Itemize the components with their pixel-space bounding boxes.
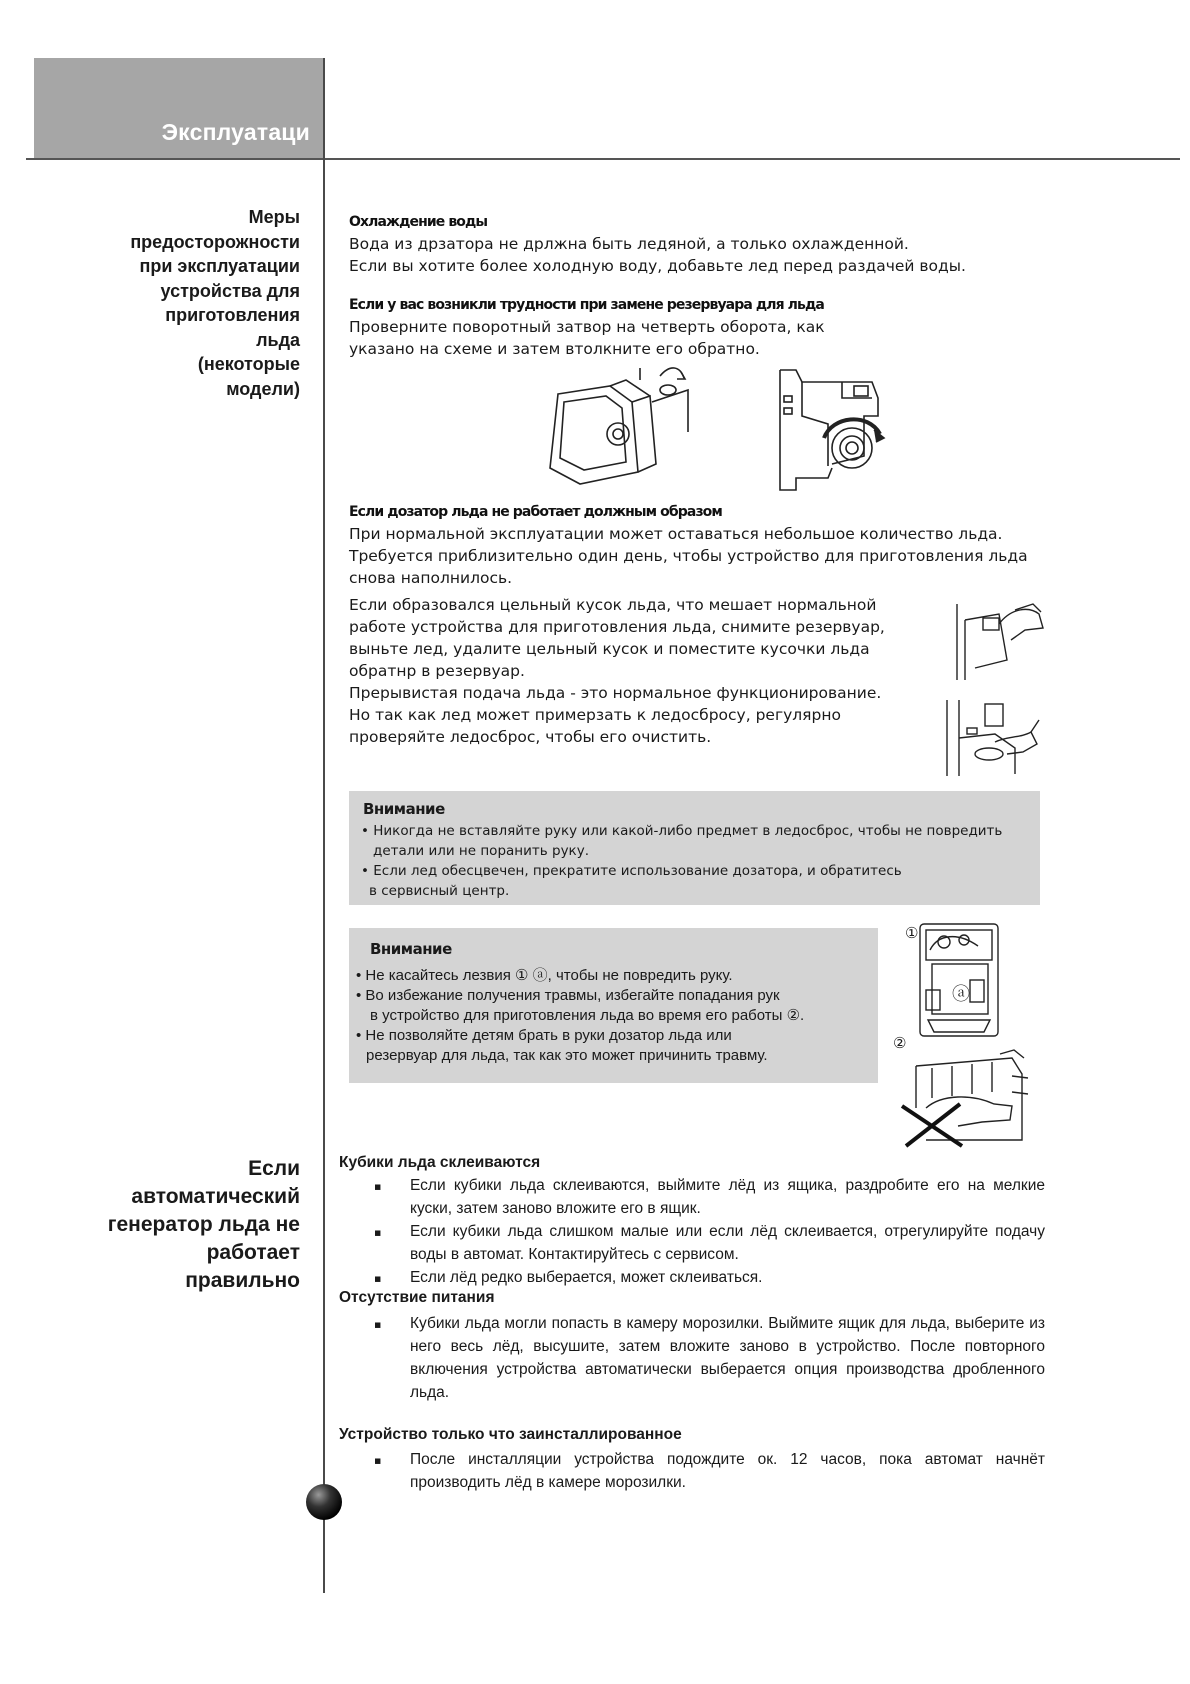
bullet-marker: ▪ [374,1272,382,1285]
newly-installed-item-1: После инсталляции устройства подождите ок. 12 часов, пока автомат начнёт производить лёд в камере морозилки. [410,1451,1045,1491]
bullet-marker: ▪ [374,1226,382,1239]
reservoir-heading: Если у вас возникли трудности при замене резервуара для льда [349,297,824,313]
stuck-item-3: Если лёд редко выберается, может склеиваться. [410,1269,763,1286]
warning-box-2 [349,928,878,1083]
newly-installed-heading: Устройство только что заинсталлированное [339,1426,682,1443]
bullet-marker: ▪ [374,1318,382,1331]
no-power-item-1: Кубики льда могли попасть в камеру морозилки. Выймите ящик для льда, выберите из него весь лёд, высушите, затем вложите заново в устройство. После повторного включения устройства автоматически выберается опция производства дробленного льда. [410,1315,1045,1401]
dispenser-heading: Если дозатор льда не работает должным образом [349,504,722,520]
stuck-item-1: Если кубики льда склеиваются, выймите лёд из ящика, раздробите его на мелкие куски, затем заново вложите его в ящик. [410,1177,1045,1217]
warning-1-text: • Никогда не вставляйте руку или какой-либо предмет в ледосброс, чтобы не повредить детали или не поранить руку. • Если лед обесцвечен, прекратите использование дозатора, и обратитесь в сервисный центр. [361,823,1003,899]
water-cooling-text: Вода из дрзатора не дрлжна быть ледяной, а только охлажденной. Если вы хотите более холодную воду, добавьте лед перед раздачей воды. [349,235,966,275]
ice-maker-blade-illustration [918,920,1003,1040]
header-divider [26,158,1180,160]
dispenser-text-2: Если образовался цельный кусок льда, что мешает нормальной работе устройства для приготовления льда, снимите резервуар, выньте лед, удалите цельный кусок и поместите кусочки льда обратнр в резервуар. Прерывистая подача льда - это нормальное функционирование. Но так как лед может примерзать к ледосбросу, регулярно проверяйте ледосброс, чтобы его очистить. [349,596,885,746]
remove-bin-illustration [955,600,1045,682]
stuck-cubes-heading: Кубики льда склеиваются [339,1154,541,1171]
warning-box-1 [349,791,1040,905]
vertical-rule [323,58,325,1593]
hand-in-ice-maker-illustration [902,1048,1032,1146]
section-title: Эксплуатаци [161,119,310,145]
bullet-marker: ▪ [374,1454,382,1467]
warning-2-title: Внимание [370,940,452,958]
clean-chute-illustration [945,698,1040,778]
no-power-heading: Отсутствие питания [339,1289,495,1306]
warning-1-title: Внимание [363,800,445,818]
page-marker-ball [306,1484,342,1520]
water-cooling-heading: Охлаждение воды [349,214,488,230]
figure-label-2: ② [893,1035,907,1052]
warning-2-text: • Не касайтесь лезвия ① ⓐ, чтобы не повредить руку. • Во избежание получения травмы, избегайте попадания рук в устройство для приготовления льда во время его работы ②. • Не позволяйте детям брать в руки дозатор льда или резервуар для льда, так как это может причинить травму. [356,967,805,1064]
stuck-item-2: Если кубики льда слишком малые или если лёд склеивается, отрегулируйте подачу воды в автомат. Контактируйтесь с сервисом. [410,1223,1045,1263]
bullet-marker: ▪ [374,1180,382,1193]
ice-bin-illustration [540,372,720,492]
side-heading-ice-maker-precautions: Меры предосторожности при эксплуатации устройства для приготовления льда (некоторые модели) [130,207,300,399]
figure-label-a: ⓐ [952,984,970,1004]
figure-label-1: ① [905,925,919,942]
section-header-banner [34,58,324,158]
reservoir-cap-illustration [772,368,892,498]
dispenser-text: При нормальной эксплуатации может оставаться небольшое количество льда. Требуется приблизительно один день, чтобы устройство для приготовления льда снова наполнилось. [349,525,1028,587]
side-heading-ice-maker-troubleshooting: Если автоматический генератор льда не работает правильно [107,1157,300,1292]
reservoir-text: Проверните поворотный затвор на четверть оборота, как указано на схеме и затем втолкните его обратно. [349,318,825,358]
